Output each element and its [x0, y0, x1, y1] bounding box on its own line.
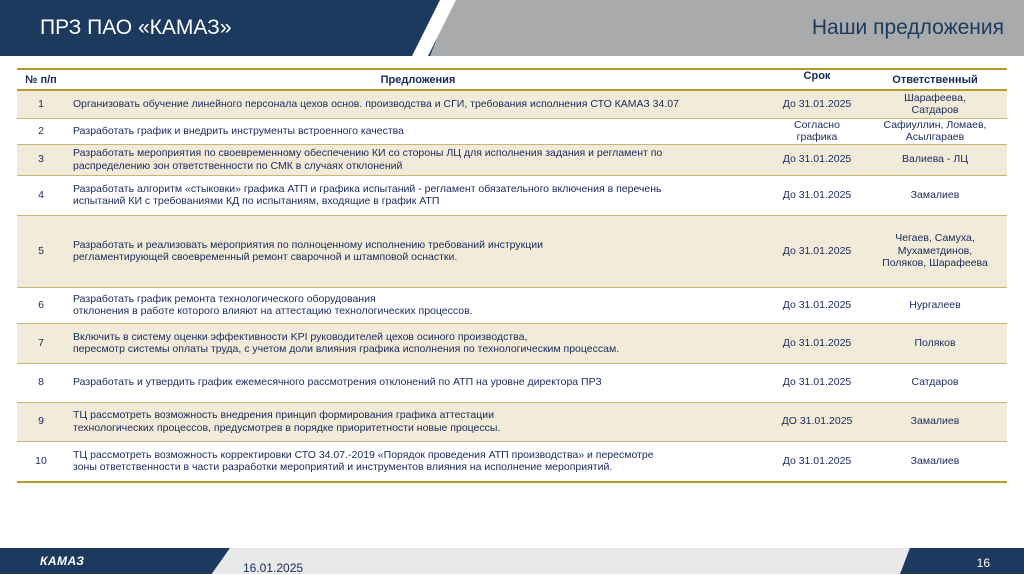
proposal-text — [65, 90, 771, 118]
responsible-line: Асылгараев — [905, 131, 965, 143]
footer-logo-panel — [0, 548, 230, 574]
proposal-line: технологических процессов, предусмотрев в порядке приоритетности новые процессы. — [73, 421, 501, 434]
proposal-line: Разработать мероприятия по своевременному обеспечению КИ со стороны ЛЦ для исполнения задания и регламент по — [73, 147, 663, 159]
proposal-line: распределению зон ответственности по СМК в случаях отклонений — [73, 159, 403, 172]
proposal-line: Разработать алгоритм «стыковки» графика АТП и графика испытаний - регламент обязательного включения в перечень — [73, 182, 662, 195]
table-row — [17, 175, 1007, 215]
proposal-line: ТЦ рассмотреть возможность внедрения принцип формирования графика аттестации — [73, 409, 494, 421]
responsible-line: Замалиев — [910, 188, 960, 201]
responsible-line: Замалиев — [910, 455, 960, 467]
responsible-line: Сафиуллин, Ломаев, — [883, 118, 987, 131]
proposal-text — [65, 441, 771, 482]
responsible-line: Сатдаров — [911, 376, 959, 389]
table-row — [17, 287, 1007, 323]
proposal-line: Разработать график ремонта технологического оборудования — [73, 292, 376, 305]
proposal-line: ТЦ рассмотреть возможность корректировки СТО 34.07.-2019 «Порядок проведения АТП производства» и пересмотре — [73, 448, 654, 461]
proposal-text — [65, 144, 771, 175]
column-header-deadline: Срок — [771, 69, 863, 90]
table-row — [17, 323, 1007, 363]
responsible-line: Поляков, Шарафеева — [882, 257, 988, 270]
row-number: 4 — [17, 175, 65, 215]
proposal-text — [65, 323, 771, 363]
deadline-cell: ДО 31.01.2025 — [771, 402, 863, 441]
proposal-line: Разработать и реализовать мероприятия по полноценному исполнению требований инструкции — [73, 238, 543, 251]
responsible-cell — [863, 90, 1007, 118]
kamaz-logo: КАМАЗ — [40, 554, 85, 568]
responsible-cell — [863, 118, 1007, 144]
responsible-cell — [863, 441, 1007, 482]
table-row — [17, 441, 1007, 482]
responsible-line: Нургалеев — [909, 298, 961, 311]
row-number: 1 — [17, 90, 65, 118]
responsible-line: Шарафеева, — [904, 91, 966, 104]
page-number: 16 — [976, 556, 990, 570]
deadline-cell: До 31.01.2025 — [771, 323, 863, 363]
responsible-cell — [863, 215, 1007, 287]
proposal-line: Включить в систему оценки эффективности KPI руководителей цехов осиного производства, — [73, 330, 528, 343]
proposal-line: испытаний КИ с требованиями КД по испытаниям, входящие в график АТП — [73, 195, 440, 207]
deadline-cell: До 31.01.2025 — [771, 287, 863, 323]
company-title: ПРЗ ПАО «КАМАЗ» — [40, 16, 232, 39]
row-number: 8 — [17, 363, 65, 402]
deadline-cell: До 31.01.2025 — [771, 144, 863, 175]
row-number: 6 — [17, 287, 65, 323]
deadline-cell: До 31.01.2025 — [771, 215, 863, 287]
responsible-cell — [863, 144, 1007, 175]
proposal-line: зоны ответственности в части разработки мероприятий и инструментов влияния на исполнение мероприятий. — [73, 461, 613, 474]
proposal-line: отклонения в работе которого влияют на аттестацию технологических процессов. — [73, 305, 473, 317]
footer-page-panel — [900, 548, 1024, 574]
responsible-line: Замалиев — [910, 415, 960, 428]
row-number: 3 — [17, 144, 65, 175]
table-row — [17, 144, 1007, 175]
proposal-text — [65, 363, 771, 402]
table-row — [17, 90, 1007, 118]
row-number: 9 — [17, 402, 65, 441]
proposal-text — [65, 175, 771, 215]
table-row — [17, 215, 1007, 287]
responsible-line: Мухаметдинов, — [897, 244, 973, 257]
deadline-cell: До 31.01.2025 — [771, 90, 863, 118]
responsible-line: Валиева - ЛЦ — [902, 153, 968, 166]
proposal-line: Разработать график и внедрить инструменты встроенного качества — [73, 124, 404, 137]
responsible-cell — [863, 175, 1007, 215]
row-number: 5 — [17, 215, 65, 287]
proposal-text — [65, 118, 771, 144]
proposal-line: Разработать и утвердить график ежемесячного рассмотрения отклонений по АТП на уровне директора ПРЗ — [73, 376, 602, 389]
proposal-text — [65, 402, 771, 441]
column-header-num: № п/п — [17, 69, 65, 90]
row-number: 7 — [17, 323, 65, 363]
column-header-responsible: Ответственный — [863, 69, 1007, 90]
proposal-text — [65, 215, 771, 287]
deadline-cell: До 31.01.2025 — [771, 441, 863, 482]
deadline-cell: До 31.01.2025 — [771, 363, 863, 402]
table-row — [17, 118, 1007, 144]
table-header-row — [17, 69, 1007, 90]
table-row — [17, 363, 1007, 402]
slide-title: Наши предложения — [811, 16, 1004, 39]
row-number: 10 — [17, 441, 65, 482]
deadline-cell: До 31.01.2025 — [771, 175, 863, 215]
proposals-table — [17, 68, 1007, 483]
responsible-line: Чегаев, Самуха, — [895, 232, 975, 245]
proposal-line: регламентирующей своевременный ремонт сварочной и штамповой оснастки. — [73, 251, 458, 263]
responsible-cell — [863, 402, 1007, 441]
proposal-line: Организовать обучение линейного персонала цехов основ. производства и СГИ, требования исполнения СТО КАМАЗ 34.07 — [73, 98, 679, 110]
table-row — [17, 402, 1007, 441]
slide-date: 16.01.2025 — [243, 561, 304, 575]
row-number: 2 — [17, 118, 65, 144]
proposal-text — [65, 287, 771, 323]
responsible-line: Сатдаров — [911, 104, 959, 117]
responsible-cell — [863, 363, 1007, 402]
responsible-cell — [863, 323, 1007, 363]
column-header-proposal: Предложения — [65, 69, 771, 90]
deadline-cell: Согласно графика — [771, 118, 863, 144]
responsible-line: Поляков — [914, 336, 956, 349]
responsible-cell — [863, 287, 1007, 323]
proposal-line: пересмотр системы оплаты труда, с учетом доли влияния графика исполнения по технологическим процессам. — [73, 343, 620, 355]
